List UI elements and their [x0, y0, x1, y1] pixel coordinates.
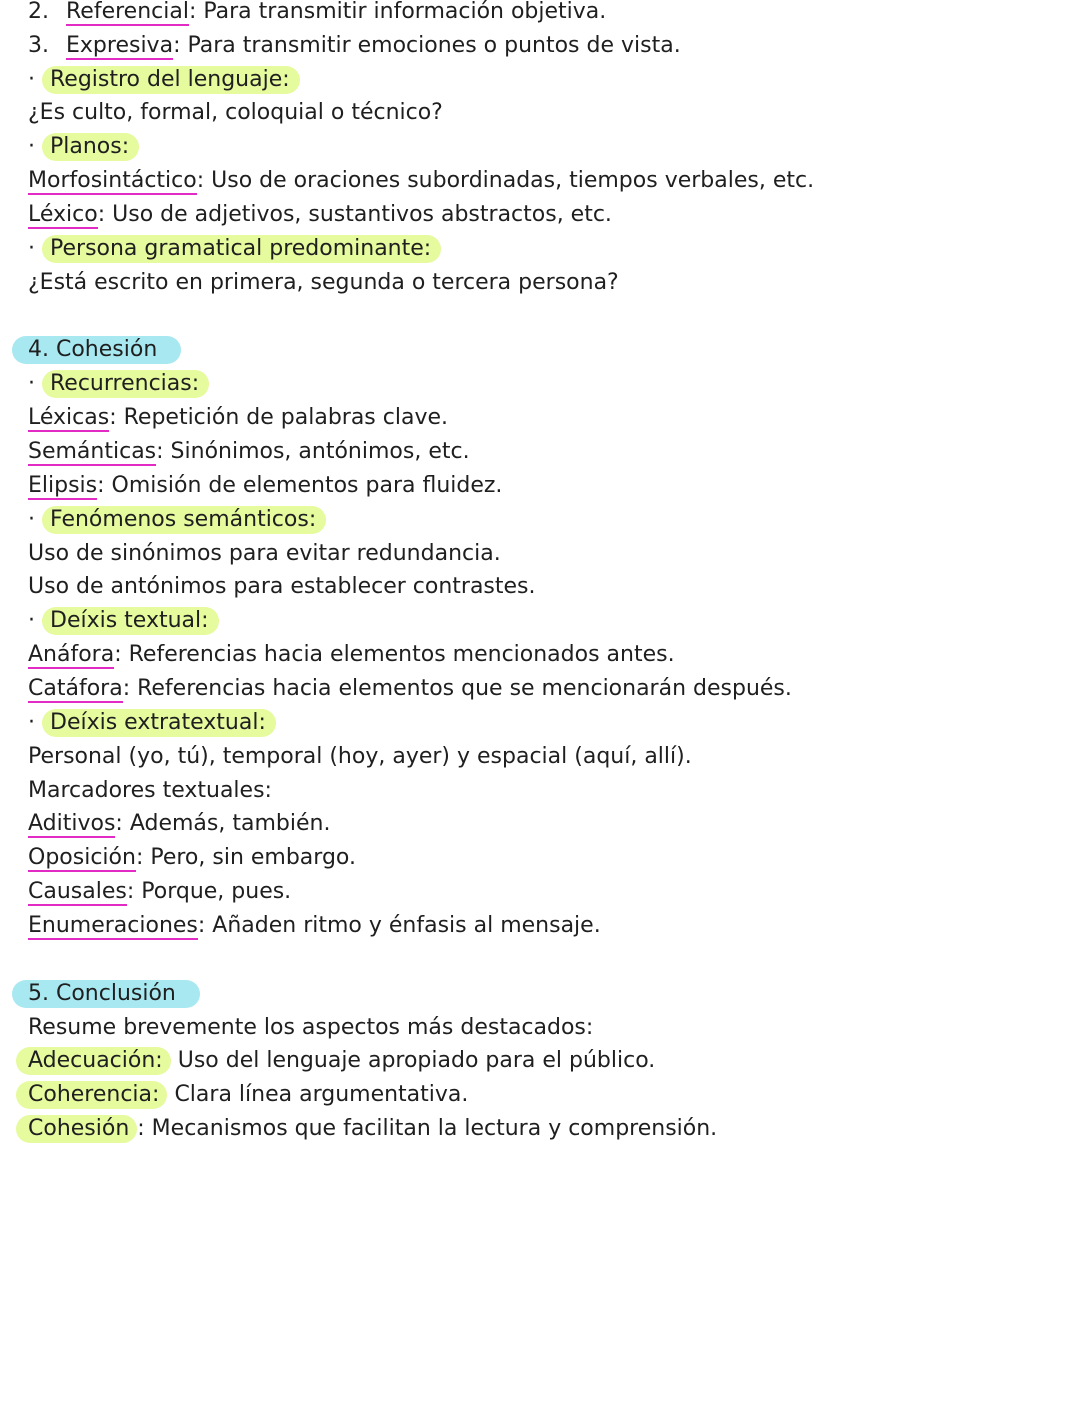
definition: : Porque, pues.: [126, 879, 292, 904]
subheading-deixis-textual: [28, 604, 219, 638]
bullet: ·: [28, 710, 35, 735]
term-oposicion: Oposición: [28, 845, 136, 870]
text-line: Resume brevemente los aspectos más destacados:: [28, 1015, 594, 1040]
definition: : Mecanismos que facilitan la lectura y comprensión.: [137, 1116, 718, 1141]
subheading-registro: [28, 63, 300, 97]
term-lexicas: Léxicas: [28, 405, 110, 430]
text-line: Uso de antónimos para establecer contrastes.: [28, 574, 536, 599]
list-item-referencial: [28, 0, 606, 29]
definition: : Referencias hacia elementos que se mencionarán después.: [122, 676, 792, 701]
subheading-fenomenos: [28, 503, 326, 537]
term-line-aditivos: [28, 807, 330, 841]
definition: : Referencias hacia elementos mencionados antes.: [114, 642, 675, 667]
term-line-semanticas: [28, 435, 470, 469]
section-heading-cohesion: [28, 333, 181, 367]
bullet: ·: [28, 608, 35, 633]
term-line-elipsis: [28, 469, 502, 503]
term-morfosintactico: Morfosintáctico: [28, 168, 197, 193]
term-line-oposicion: [28, 841, 356, 875]
bullet: ·: [28, 134, 35, 159]
definition: : Uso de oraciones subordinadas, tiempos verbales, etc.: [196, 168, 815, 193]
definition: : Añaden ritmo y énfasis al mensaje.: [197, 913, 601, 938]
definition: Clara línea argumentativa.: [167, 1082, 469, 1107]
summary-adecuacion: [28, 1044, 655, 1078]
subheading-label: Recurrencias:: [42, 370, 209, 398]
list-number: 3.: [28, 33, 49, 58]
term-enumeraciones: Enumeraciones: [28, 913, 198, 938]
list-number: 2.: [28, 0, 49, 24]
term-line-lexicas: [28, 401, 448, 435]
section-heading-label: 4. Cohesión: [12, 336, 181, 364]
text-line: Marcadores textuales:: [28, 778, 272, 803]
subheading-label: Fenómenos semánticos:: [42, 506, 326, 534]
subheading-planos: [28, 130, 139, 164]
summary-term: Cohesión: [16, 1115, 137, 1143]
term-aditivos: Aditivos: [28, 811, 116, 836]
term-elipsis: Elipsis: [28, 473, 98, 498]
bullet: ·: [28, 236, 35, 261]
term-semanticas: Semánticas: [28, 439, 157, 464]
section-heading-conclusion: [28, 977, 200, 1011]
term-line-catafora: [28, 672, 792, 706]
term-line-anafora: [28, 638, 675, 672]
term-causales: Causales: [28, 879, 127, 904]
section-heading-label: 5. Conclusión: [12, 980, 200, 1008]
subheading-recurrencias: [28, 367, 209, 401]
text-line: ¿Está escrito en primera, segunda o tercera persona?: [28, 270, 619, 295]
term-catafora: Catáfora: [28, 676, 123, 701]
term-expresiva: Expresiva: [66, 33, 174, 58]
list-item-expresiva: [28, 29, 681, 63]
definition: : Sinónimos, antónimos, etc.: [156, 439, 470, 464]
definition: : Uso de adjetivos, sustantivos abstractos, etc.: [97, 202, 612, 227]
text-line: Personal (yo, tú), temporal (hoy, ayer) y espacial (aquí, allí).: [28, 744, 692, 769]
definition: Uso del lenguaje apropiado para el público.: [170, 1048, 656, 1073]
term-line-causales: [28, 875, 291, 909]
subheading-label: Planos:: [42, 133, 139, 161]
summary-term: Adecuación:: [16, 1047, 171, 1075]
definition: : Pero, sin embargo.: [135, 845, 356, 870]
subheading-label: Persona gramatical predominante:: [42, 235, 441, 263]
term-anafora: Anáfora: [28, 642, 115, 667]
term-line-morfosintactico: [28, 164, 814, 198]
definition: : Además, también.: [115, 811, 331, 836]
subheading-persona: [28, 232, 441, 266]
subheading-label: Deíxis textual:: [42, 607, 219, 635]
text-line: ¿Es culto, formal, coloquial o técnico?: [28, 100, 443, 125]
summary-coherencia: [28, 1078, 468, 1112]
summary-term: Coherencia:: [16, 1081, 167, 1109]
definition: : Repetición de palabras clave.: [109, 405, 449, 430]
subheading-deixis-extratextual: [28, 706, 276, 740]
definition: : Para transmitir emociones o puntos de vista.: [173, 33, 681, 58]
term-referencial: Referencial: [66, 0, 189, 24]
term-line-enumeraciones: [28, 909, 601, 943]
bullet: ·: [28, 371, 35, 396]
term-lexico: Léxico: [28, 202, 98, 227]
bullet: ·: [28, 67, 35, 92]
bullet: ·: [28, 507, 35, 532]
subheading-label: Deíxis extratextual:: [42, 709, 276, 737]
definition: : Para transmitir información objetiva.: [188, 0, 607, 24]
subheading-label: Registro del lenguaje:: [42, 66, 300, 94]
term-line-lexico: [28, 198, 612, 232]
summary-cohesion: [28, 1112, 717, 1146]
text-line: Uso de sinónimos para evitar redundancia.: [28, 541, 501, 566]
definition: : Omisión de elementos para fluidez.: [97, 473, 503, 498]
